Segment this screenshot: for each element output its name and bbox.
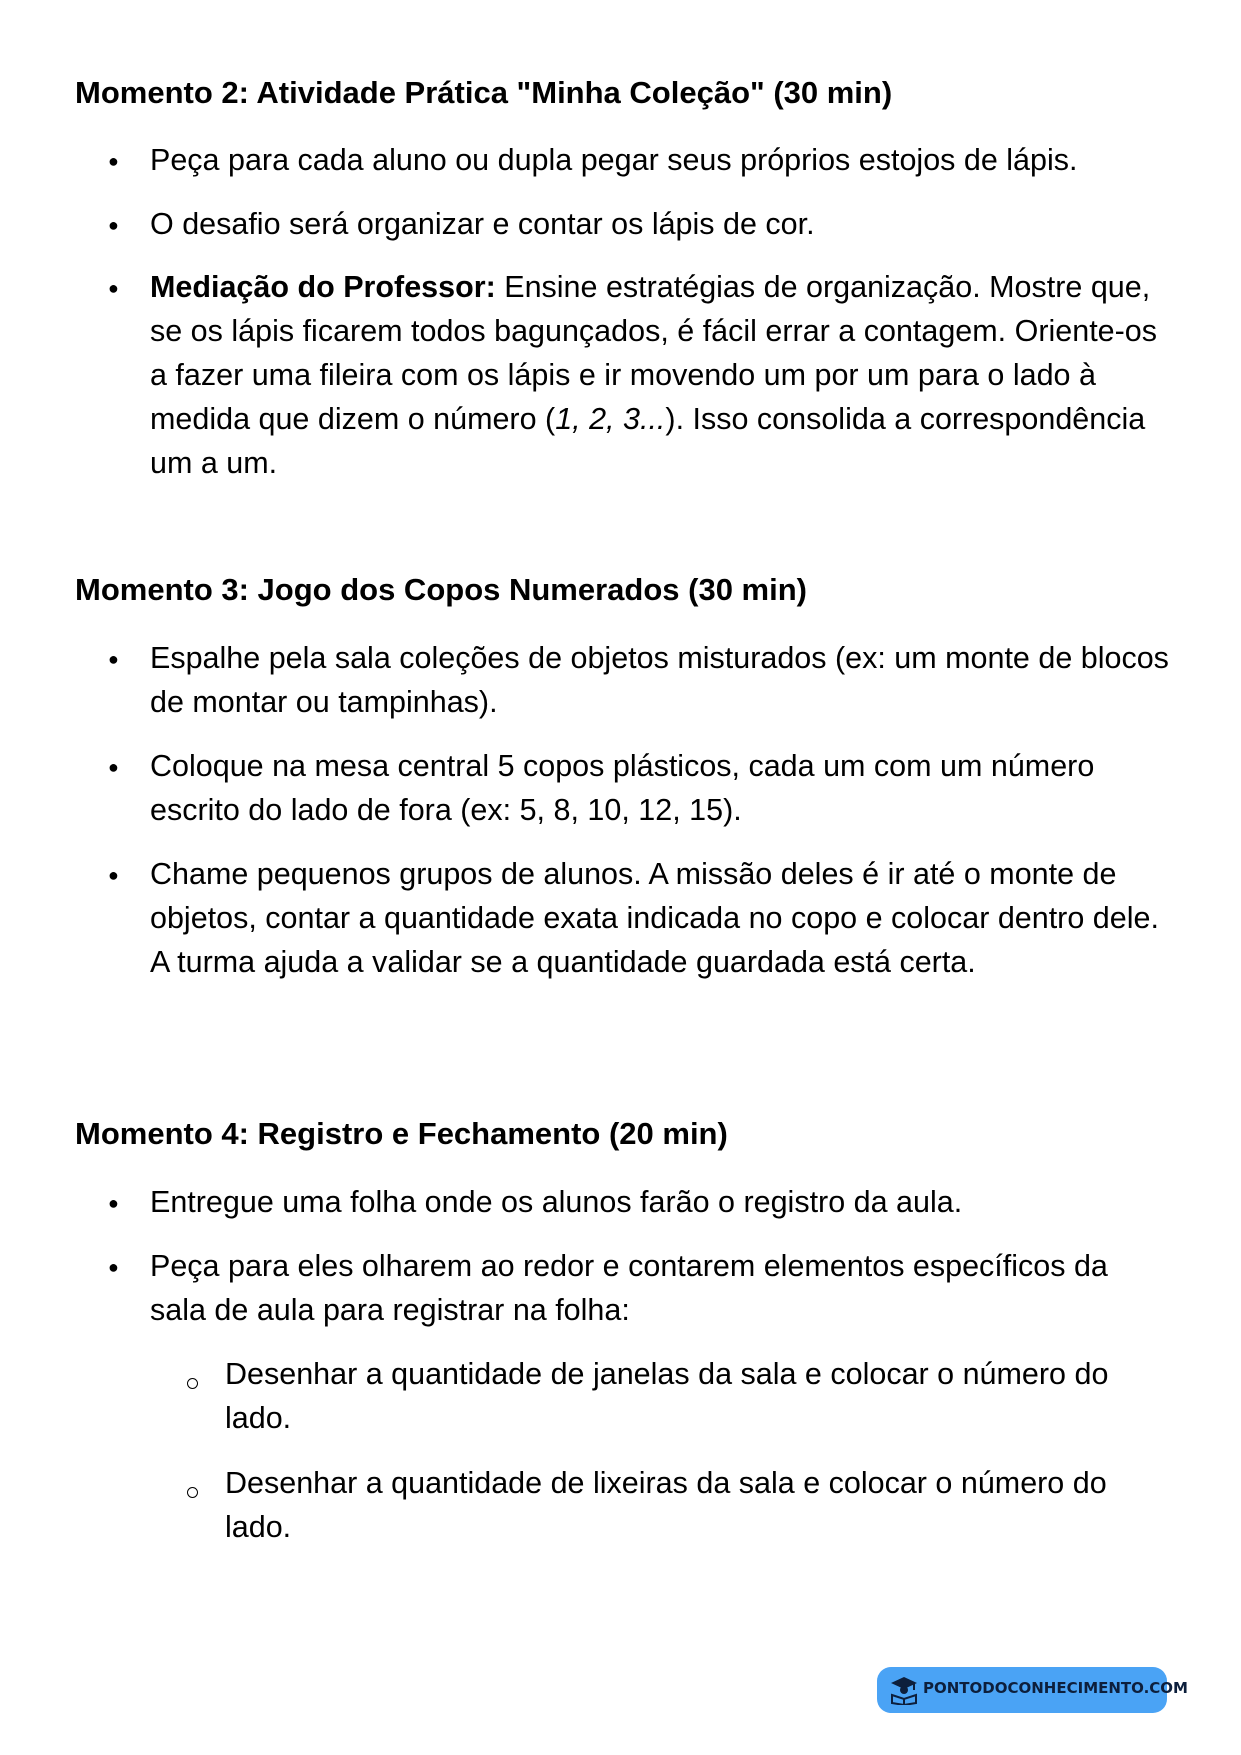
sub-list-item: Desenhar a quantidade de lixeiras da sala e colocar o número do lado. — [225, 1466, 1107, 1544]
circle-bullet-icon — [187, 1378, 198, 1389]
mediacao-text-end: ). Isso consolida a correspondência um a um. — [150, 402, 1146, 480]
list-item-mediacao — [150, 265, 1170, 485]
list-item: Coloque na mesa central 5 copos plásticos, cada um com um número escrito do lado de fora (ex: 5, 8, 10, 12, 15). — [150, 749, 1095, 827]
site-name: PONTODOCONHECIMENTO.COM — [923, 1679, 1188, 1697]
bullet-icon: ● — [108, 757, 119, 777]
list-item: Chame pequenos grupos de alunos. A missão deles é ir até o monte de objetos, contar a quantidade exata indicada no copo e colocar dentro dele. A turma ajuda a validar se a quantidade guardada está certa. — [150, 857, 1159, 979]
bullet-icon: ● — [108, 278, 119, 298]
book-reader-icon — [889, 1675, 919, 1705]
section-heading-momento-2: Momento 2: Atividade Prática "Minha Coleção" (30 min) — [75, 75, 893, 110]
list-item: Peça para eles olharem ao redor e contarem elementos específicos da sala de aula para registrar na folha: — [150, 1249, 1108, 1327]
list-item: Entregue uma folha onde os alunos farão o registro da aula. — [150, 1185, 963, 1219]
bullet-icon: ● — [108, 649, 119, 669]
mediacao-label: Mediação do Professor: — [150, 270, 496, 304]
circle-bullet-icon — [187, 1487, 198, 1498]
section-heading-momento-3: Momento 3: Jogo dos Copos Numerados (30 min) — [75, 572, 807, 607]
bullet-icon: ● — [108, 215, 119, 235]
mediacao-emphasis: 1, 2, 3... — [555, 402, 666, 436]
site-badge[interactable] — [877, 1667, 1188, 1713]
list-item: Peça para cada aluno ou dupla pegar seus próprios estojos de lápis. — [150, 143, 1078, 177]
bullet-icon: ● — [108, 865, 119, 885]
sub-list-item: Desenhar a quantidade de janelas da sala e colocar o número do lado. — [225, 1357, 1109, 1435]
bullet-icon: ● — [108, 151, 119, 171]
bullet-icon: ● — [108, 1257, 119, 1277]
list-item: Espalhe pela sala coleções de objetos misturados (ex: um monte de blocos de montar ou tampinhas). — [150, 641, 1169, 719]
section-heading-momento-4: Momento 4: Registro e Fechamento (20 min) — [75, 1116, 728, 1151]
mediacao-text: Ensine estratégias de organização. Mostre que, se os lápis ficarem todos bagunçados, é fácil errar a contagem. Oriente-os a fazer uma fileira com os lápis e ir movendo um por um para o lado à medida que dizem o número ( — [150, 270, 1158, 436]
list-item: O desafio será organizar e contar os lápis de cor. — [150, 207, 815, 241]
bullet-icon: ● — [108, 1193, 119, 1213]
